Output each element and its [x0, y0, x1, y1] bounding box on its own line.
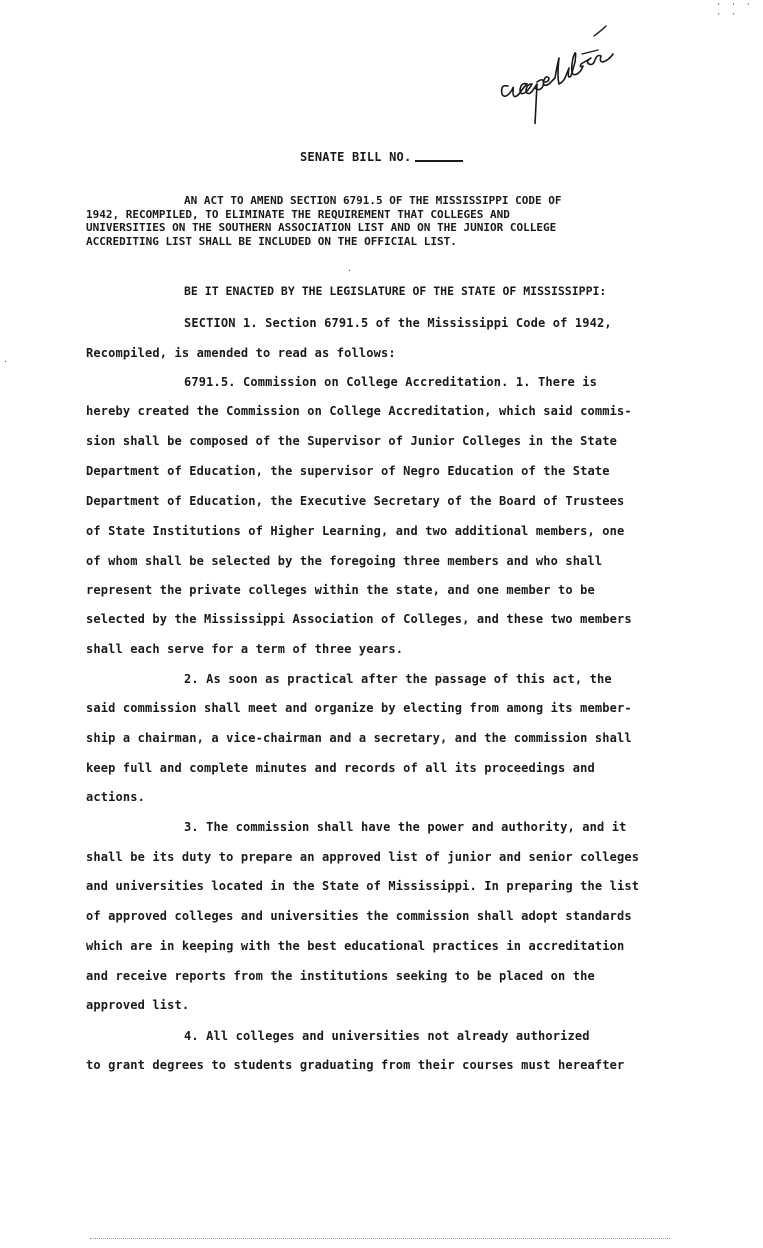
body-line: shall each serve for a term of three years.: [86, 642, 404, 656]
body-line: hereby created the Commission on College Accreditation, which said commis-: [86, 404, 632, 418]
handwritten-annotation: [498, 14, 648, 124]
body-line: of approved colleges and universities the commission shall adopt standards: [86, 909, 632, 923]
body-line: keep full and complete minutes and records of all its proceedings and: [86, 761, 595, 775]
bill-title: [300, 150, 463, 164]
body-line: 4. All colleges and universities not already authorized: [184, 1029, 590, 1043]
scan-edge-marks: · · · · ·: [716, 0, 754, 20]
body-line: Department of Education, the Executive Secretary of the Board of Trustees: [86, 494, 625, 508]
caption-line: UNIVERSITIES ON THE SOUTHERN ASSOCIATION LIST AND ON THE JUNIOR COLLEGE: [86, 221, 557, 234]
body-line: said commission shall meet and organize by electing from among its member-: [86, 701, 632, 715]
bill-number-blank: [415, 160, 463, 162]
body-line: Department of Education, the supervisor of Negro Education of the State: [86, 464, 610, 478]
bill-title-text: SENATE BILL NO.: [300, 150, 412, 164]
act-caption: [86, 194, 626, 248]
body-line: 3. The commission shall have the power and authority, and it: [184, 820, 627, 834]
scan-bottom-marks: [90, 1238, 670, 1242]
body-line: approved list.: [86, 998, 190, 1012]
caption-line: AN ACT TO AMEND SECTION 6791.5 OF THE MISSISSIPPI CODE OF: [184, 194, 562, 207]
body-line: which are in keeping with the best educational practices in accreditation: [86, 939, 625, 953]
body-line: 2. As soon as practical after the passage of this act, the: [184, 672, 612, 686]
body-line: sion shall be composed of the Supervisor of Junior Colleges in the State: [86, 434, 617, 448]
body-line: 6791.5. Commission on College Accreditation. 1. There is: [184, 375, 597, 389]
body-line: Recompiled, is amended to read as follows:: [86, 346, 396, 360]
caption-line: ACCREDITING LIST SHALL BE INCLUDED ON THE OFFICIAL LIST.: [86, 234, 457, 248]
body-line: actions.: [86, 790, 145, 804]
body-line: and universities located in the State of Mississippi. In preparing the list: [86, 879, 640, 893]
body-line: selected by the Mississippi Association of Colleges, and these two members: [86, 612, 632, 626]
scan-speck: ·: [347, 266, 352, 275]
caption-line: 1942, RECOMPILED, TO ELIMINATE THE REQUIREMENT THAT COLLEGES AND: [86, 207, 510, 221]
body-line: shall be its duty to prepare an approved list of junior and senior colleges: [86, 850, 640, 864]
body-line: and receive reports from the institutions seeking to be placed on the: [86, 969, 595, 983]
body-line: to grant degrees to students graduating from their courses must hereafter: [86, 1058, 625, 1072]
body-line: ship a chairman, a vice-chairman and a secretary, and the commission shall: [86, 731, 632, 745]
body-line: of State Institutions of Higher Learning, and two additional members, one: [86, 524, 625, 538]
enacting-clause: BE IT ENACTED BY THE LEGISLATURE OF THE STATE OF MISSISSIPPI:: [184, 284, 607, 298]
body-line: represent the private colleges within the state, and one member to be: [86, 583, 595, 597]
body-line: of whom shall be selected by the foregoing three members and who shall: [86, 554, 603, 568]
scan-speck: ·: [3, 357, 8, 366]
body-line: SECTION 1. Section 6791.5 of the Mississippi Code of 1942,: [184, 316, 612, 330]
